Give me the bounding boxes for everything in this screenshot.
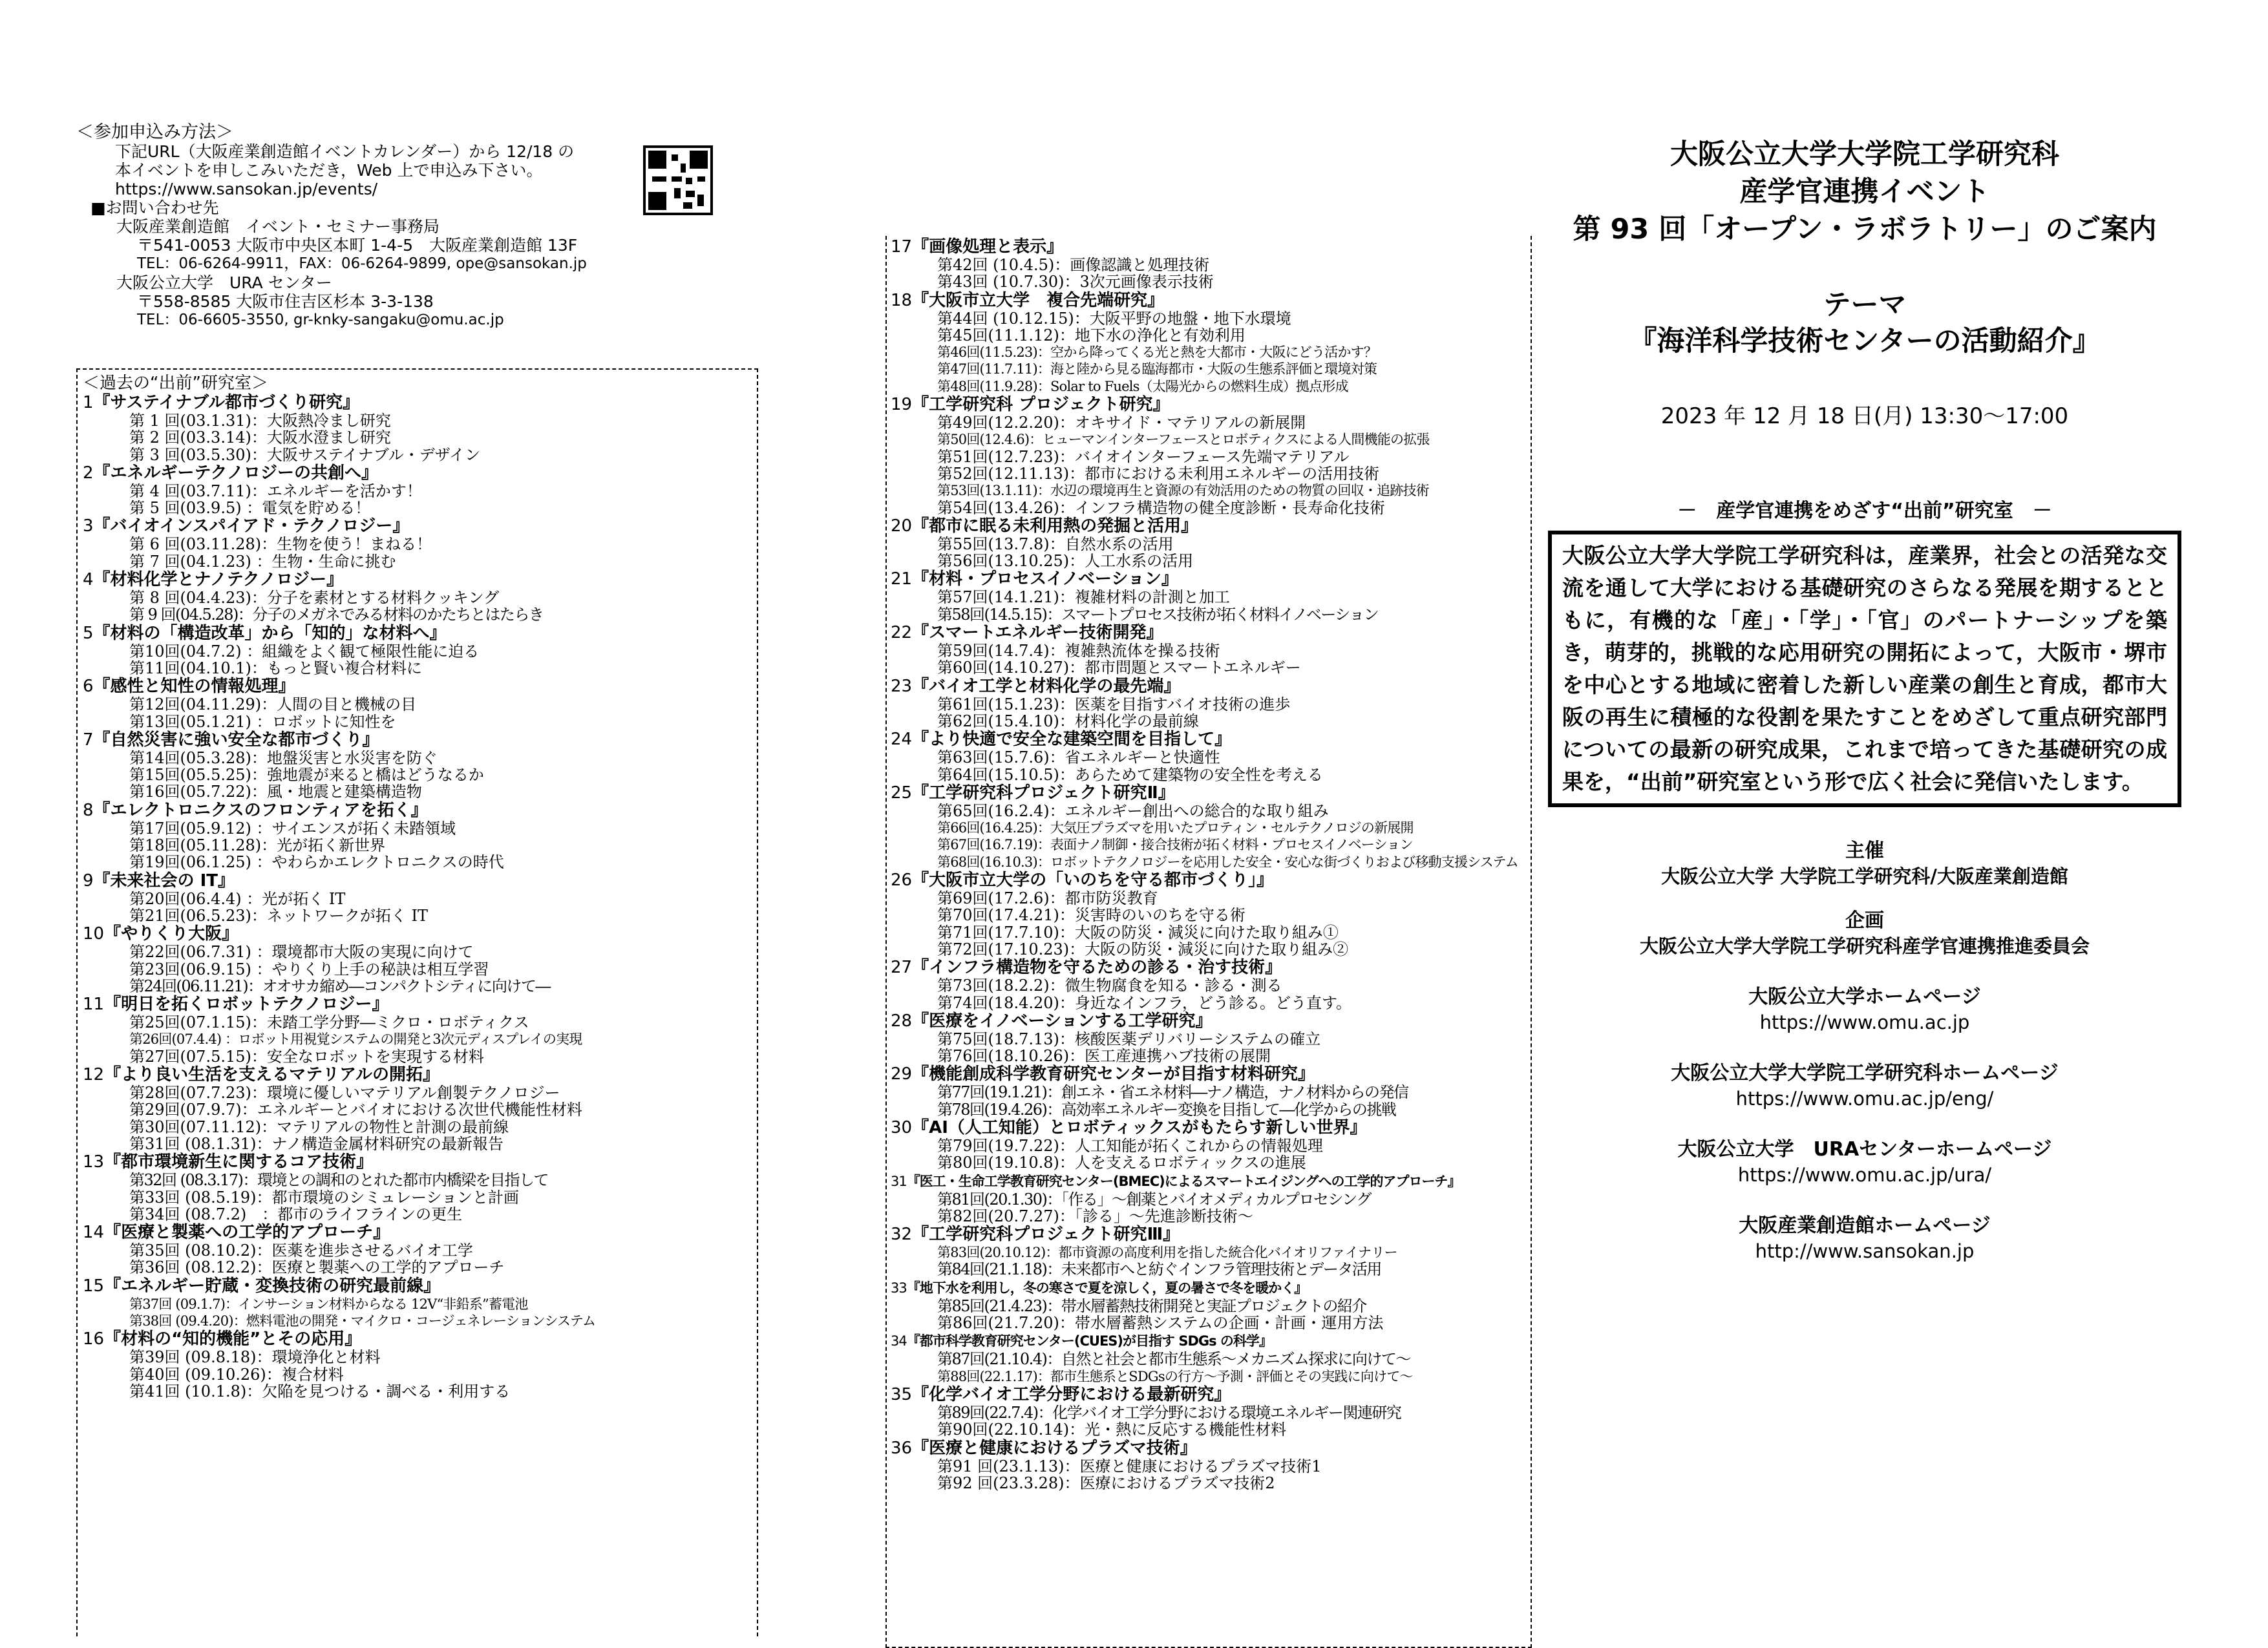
session-group <box>891 395 1528 414</box>
past-header: ＜過去の“出前”研究室＞ <box>83 374 268 393</box>
right-column <box>1538 136 2191 1263</box>
application-title: ＜参加申込み方法＞ <box>76 122 233 142</box>
group-number: 9 <box>83 871 94 891</box>
group-title: 『都市に眠る未利用熱の発掘と活用』 <box>912 516 1198 536</box>
group-number: 7 <box>83 730 94 750</box>
group-title: 『エネルギー貯蔵・変換技術の研究最前線』 <box>104 1276 441 1296</box>
session-item: 第52回(12.11.13)：都市における未利用エネルギーの活用技術 <box>937 465 1380 483</box>
session-item: 第12回(04.11.29)：人間の目と機械の目 <box>129 696 417 713</box>
group-number: 22 <box>891 623 913 643</box>
session-item: 第71回(17.7.10)：大阪の防災・減災に向けた取り組み① <box>937 924 1339 941</box>
group-number: 10 <box>83 924 105 944</box>
session-item: 第65回(16.2.4)：エネルギー創出への総合的な取り組み <box>937 802 1329 820</box>
application-url[interactable]: https://www.sansokan.jp/events/ <box>115 180 378 198</box>
session-item: 第72回(17.10.23)：大阪の防災・減災に向けた取り組み② <box>937 940 1349 958</box>
session-group <box>83 393 753 412</box>
group-title: 『材料化学とナノテクノロジー』 <box>93 570 344 590</box>
group-number: 32 <box>891 1225 913 1245</box>
session-group <box>891 783 1528 803</box>
session-item: 第48回(11.9.28)：Solar to Fuels（太陽光からの燃料生成）拠点形成 <box>937 378 1348 394</box>
session-group <box>83 1223 753 1242</box>
application-line1: 下記URL（大阪産業創造館イベントカレンダー）から 12/18 の <box>115 142 575 161</box>
session-group <box>83 1276 753 1296</box>
group-title: 『医療と健康におけるプラズマ技術』 <box>912 1438 1197 1458</box>
session-item: 第45回(11.1.12)：地下水の浄化と有効利用 <box>937 326 1245 344</box>
plan-value: 大阪公立大学大学院工学研究科産学官連携推進委員会 <box>1639 935 2090 957</box>
session-item: 第81回(20.1.30)：「作る」～創薬とバイオメディカルプロセシング <box>937 1190 1371 1208</box>
theme-name: 『海洋科学技術センターの活動紹介』 <box>1629 325 2101 357</box>
session-item: 第33回 (08.5.19)：都市環境のシミュレーションと計画 <box>129 1188 520 1206</box>
session-item: 第32回 (08.3.17)：環境との調和のとれた都市内橋梁を目指して <box>129 1172 548 1189</box>
group-title: 『やりくり大阪』 <box>104 924 239 944</box>
session-item: 第17回(05.9.12) ：サイエンスが拓く未踏領域 <box>129 819 456 838</box>
group-number: 29 <box>891 1064 913 1084</box>
session-item: 第35回 (08.10.2)：医薬を進歩させるバイオ工学 <box>129 1242 473 1260</box>
session-item: 第92 回(23.3.28)：医療におけるプラズマ技術2 <box>937 1474 1275 1492</box>
session-item: 第49回(12.2.20)：オキサイド・マテリアルの新展開 <box>937 414 1306 432</box>
group-number: 25 <box>891 783 913 803</box>
session-item: 第 6 回(03.11.28)：生物を使う！まねる！ <box>129 536 432 553</box>
group-number: 11 <box>83 995 105 1015</box>
session-item: 第37回 (09.1.7)：インサーション材料からなる 12V“非鉛系”蓄電池 <box>129 1296 528 1312</box>
group-title: 『サステイナブル都市づくり研究』 <box>93 393 360 412</box>
session-item: 第31回 (08.1.31)：ナノ構造金属材料研究の最新報告 <box>129 1135 503 1153</box>
session-item: 第42回 (10.4.5)：画像認識と処理技術 <box>937 257 1210 274</box>
session-item: 第30回(07.11.12)：マテリアルの物性と計測の最前線 <box>129 1118 509 1136</box>
group-number: 17 <box>891 237 913 257</box>
session-item: 第27回(07.5.15)：安全なロボットを実現する材料 <box>129 1048 484 1066</box>
group-number: 31 <box>891 1173 907 1189</box>
group-title: 『材料の“知的機能”とその応用』 <box>104 1329 362 1349</box>
group-number: 13 <box>83 1152 105 1172</box>
session-item: 第38回 (09.4.20)：燃料電池の開発・マイクロ・コージェネレーションシステム <box>129 1313 596 1329</box>
qr-code[interactable] <box>643 145 713 215</box>
link-block <box>1538 984 2191 1035</box>
session-item: 第87回(21.10.4)：自然と社会と都市生態系～メカニズム探求に向けて～ <box>937 1351 1410 1368</box>
session-group <box>891 1439 1528 1458</box>
group-number: 3 <box>83 516 94 536</box>
left-column <box>76 122 1518 1492</box>
session-item: 第61回(15.1.23)：医薬を目指すバイオ技術の進歩 <box>937 695 1291 713</box>
theme-label: テーマ <box>1823 289 1907 321</box>
session-item: 第73回(18.2.2)：微生物腐食を知る・診る・測る <box>937 977 1282 995</box>
session-item: 第53回(13.1.11)：水辺の環境再生と資源の有効活用のための物質の回収・追跡技術 <box>937 483 1429 499</box>
contact2-address: 〒558-8585 大阪市住吉区杉本 3-3-138 <box>137 292 434 311</box>
link-title: 大阪産業創造館ホームページ <box>1739 1214 1991 1237</box>
session-group <box>83 516 753 536</box>
session-group <box>83 570 753 589</box>
session-item: 第60回(14.10.27)：都市問題とスマートエネルギー <box>937 659 1301 677</box>
group-number: 1 <box>83 393 94 412</box>
session-item: 第69回(17.2.6)：都市防災教育 <box>937 890 1158 907</box>
group-title: 『画像処理と表示』 <box>912 237 1064 257</box>
session-item: 第54回(13.4.26)：インフラ構造物の健全度診断・長寿命化技術 <box>937 499 1385 516</box>
past-sessions-right <box>885 236 1532 1648</box>
session-item: 第19回(06.1.25) ：やわらかエレクトロニクスの時代 <box>129 854 504 871</box>
event-subtitle: － 産学官連携をめざす“出前”研究室 － <box>1677 500 2052 522</box>
application-line2: 本イベントを申しこみいただき，Web 上で申込み下さい。 <box>115 161 543 180</box>
session-item: 第 5 回(03.9.5) ：電気を貯める！ <box>129 500 371 517</box>
session-item: 第44回 (10.12.15)：大阪平野の地盤・地下水環境 <box>937 310 1291 327</box>
session-group <box>83 871 753 891</box>
event-title-line3: 第 93 回「オープン・ラボラトリー」のご案内 <box>1573 213 2157 246</box>
session-item: 第91 回(23.1.13)：医療と健康におけるプラズマ技術1 <box>937 1457 1322 1475</box>
group-title: 『感性と知性の情報処理』 <box>93 677 295 697</box>
session-group <box>891 730 1528 749</box>
session-group <box>83 924 753 944</box>
session-item: 第66回(16.4.25)：大気圧プラズマを用いたプロティン・セルテクノロジの新展開 <box>937 820 1414 836</box>
session-item: 第 8 回(04.4.23)：分子を素材とする材料クッキング <box>129 589 500 607</box>
group-title: 『インフラ構造物を守るための診る・治す技術』 <box>912 958 1282 978</box>
group-title: 『工学研究科プロジェクト研究Ⅲ』 <box>912 1225 1180 1245</box>
group-number: 2 <box>83 463 94 483</box>
group-number: 8 <box>83 800 94 820</box>
group-title: 『エレクトロニクスのフロンティアを拓く』 <box>93 800 428 820</box>
session-item: 第83回(20.10.12)：都市資源の高度利用を指した統合化バイオリファイナリー <box>937 1245 1397 1261</box>
group-title: 『スマートエネルギー技術開発』 <box>912 623 1163 643</box>
link-title: 大阪公立大学大学院工学研究科ホームページ <box>1671 1062 2059 1084</box>
group-title: 『医療をイノベーションする工学研究』 <box>912 1011 1213 1031</box>
group-number: 27 <box>891 958 913 978</box>
session-item: 第15回(05.5.25)：強地震が来ると橋はどうなるか <box>129 766 484 784</box>
session-item: 第74回(18.4.20)：身近なインフラ，どう診る。どう直す。 <box>937 994 1352 1011</box>
group-title: 『工学研究科プロジェクト研究Ⅱ』 <box>912 783 1175 803</box>
session-group <box>891 871 1528 890</box>
session-group <box>891 569 1528 589</box>
contact1-tel: TEL：06-6264-9911，FAX：06-6264-9899, ope@sansokan.jp <box>137 255 587 272</box>
plan-label: 企画 <box>1845 909 1884 932</box>
group-number: 15 <box>83 1276 105 1296</box>
group-number: 19 <box>891 395 913 415</box>
session-item: 第68回(16.10.3)：ロボットテクノロジーを応用した安全・安心な街づくりおよび移動支援システム <box>937 854 1518 870</box>
group-number: 23 <box>891 676 913 696</box>
group-title: 『バイオインスパイアド・テクノロジー』 <box>93 516 410 536</box>
session-group <box>891 237 1528 257</box>
session-item: 第21回(06.5.23)：ネットワークが拓く IT <box>129 907 428 925</box>
session-item: 第20回(06.4.4) ：光が拓く IT <box>129 890 346 907</box>
session-item: 第82回(20.7.27)：「診る」～先進診断技術～ <box>937 1207 1253 1225</box>
session-item: 第76回(18.10.26)：医工産連携ハブ技術の展開 <box>937 1048 1271 1065</box>
link-block <box>1538 1213 2191 1263</box>
host-label: 主催 <box>1845 840 1884 862</box>
session-item: 第24回(06.11.21)：オオサカ縮め―コンパクトシティに向けて― <box>129 977 550 995</box>
link-url[interactable]: https://www.omu.ac.jp/ura/ <box>1737 1164 1992 1186</box>
session-item: 第40回 (09.10.26)：複合材料 <box>129 1366 344 1383</box>
session-group <box>891 1118 1528 1137</box>
session-item: 第84回(21.1.18)：未来都市へと紡ぐインフラ管理技術とデータ活用 <box>937 1261 1381 1278</box>
session-group <box>891 291 1528 310</box>
session-item: 第36回 (08.12.2)：医療と製薬への工学的アプローチ <box>129 1259 505 1276</box>
session-group <box>83 624 753 643</box>
link-title: 大阪公立大学 URAセンターホームページ <box>1677 1138 2052 1161</box>
session-item: 第86回(21.7.20)：帯水層蓄熱システムの企画・計画・運用方法 <box>937 1315 1384 1332</box>
group-title: 『地下水を利用し，冬の寒さで夏を涼しく，夏の暑さで冬を暖かく』 <box>906 1280 1308 1296</box>
link-block <box>1538 1061 2191 1111</box>
session-group <box>891 1064 1528 1084</box>
session-item: 第18回(05.11.28)：光が拓く新世界 <box>129 837 386 854</box>
group-title: 『都市科学教育研究センター(CUES)が目指す SDGs の科学』 <box>906 1333 1272 1349</box>
session-item: 第70回(17.4.21)：災害時のいのちを守る術 <box>937 907 1245 924</box>
session-item: 第85回(21.4.23)：帯水層蓄熱技術開発と実証プロジェクトの紹介 <box>937 1297 1366 1315</box>
session-item: 第26回(07.4.4) ：ロボット用視覚システムの開発と3次元ディスプレイの実現 <box>129 1031 582 1048</box>
group-title: 『AI（人工知能）とロボティックスがもたらす新しい世界』 <box>912 1117 1367 1137</box>
link-url[interactable]: https://www.omu.ac.jp <box>1759 1011 1970 1033</box>
session-item: 第28回(07.7.23)：環境に優しいマテリアル創製テクノロジー <box>129 1084 560 1102</box>
session-group <box>83 995 753 1014</box>
group-number: 34 <box>891 1333 907 1349</box>
group-number: 18 <box>891 290 913 310</box>
group-title: 『医療と製薬への工学的アプローチ』 <box>104 1223 390 1243</box>
group-number: 14 <box>83 1223 105 1243</box>
link-title: 大阪公立大学ホームページ <box>1748 986 1981 1008</box>
group-number: 26 <box>891 871 913 891</box>
session-item: 第 4 回(03.7.11)：エネルギーを活かす！ <box>129 482 422 500</box>
contact2-tel: TEL：06-6605-3550, gr-knky-sangaku@omu.ac.jp <box>137 312 504 328</box>
group-number: 36 <box>891 1438 913 1458</box>
session-item: 第11回(04.10.1)：もっと賢い複合材料に <box>129 659 422 677</box>
group-number: 6 <box>83 677 94 697</box>
session-item: 第90回(22.10.14)：光・熱に反応する機能性材料 <box>937 1421 1287 1439</box>
session-item: 第75回(18.7.13)：核酸医薬デリバリーシステムの確立 <box>937 1030 1321 1048</box>
group-title: 『都市環境新生に関するコア技術』 <box>104 1152 374 1172</box>
session-item: 第64回(15.10.5)：あらためて建築物の安全性を考える <box>937 766 1323 783</box>
session-item: 第25回(07.1.15)：未踏工学分野―ミクロ・ロボティクス <box>129 1014 529 1031</box>
session-item: 第16回(05.7.22)：風・地震と建築構造物 <box>129 783 422 801</box>
session-item: 第14回(05.3.28)：地盤災害と水災害を防ぐ <box>129 749 438 767</box>
session-item: 第56回(13.10.25)：人工水系の活用 <box>937 553 1194 570</box>
session-item: 第 3 回(03.5.30)：大阪サステイナブル・デザイン <box>129 446 481 463</box>
session-group <box>891 677 1528 696</box>
session-item: 第50回(12.4.6)：ヒューマンインターフェースとロボティクスによる人間機能の拡張 <box>937 432 1430 448</box>
description-box: 大阪公立大学大学院工学研究科は，産業界，社会との活発な交流を通して大学における基礎研究のさらなる発展を期するとともに，有機的な「産」・「学」・「官」のパートナーシップを築き，萌芽的，挑戦的な応用研究の開拓によって，大阪市・堺市を中心とする地域に密着した新しい産業の創生と育成，都市大阪の再生に積極的な役割を果たすことをめざして重点研究部門についての最新の研究成果，これまで培ってきた基礎研究の成果を，“出前”研究室という形で広く社会に発信いたします。 <box>1548 531 2181 807</box>
link-url[interactable]: http://www.sansokan.jp <box>1755 1240 1975 1262</box>
session-item: 第51回(12.7.23)：バイオインターフェース先端マテリアル <box>937 448 1350 465</box>
session-group <box>83 1152 753 1172</box>
group-number: 16 <box>83 1329 105 1349</box>
session-group <box>891 1278 1528 1298</box>
group-number: 28 <box>891 1011 913 1031</box>
session-item: 第 2 回(03.3.14)：大阪水澄まし研究 <box>129 429 391 447</box>
session-item: 第23回(06.9.15) ：やりくり上手の秘訣は相互学習 <box>129 960 489 978</box>
group-title: 『機能創成科学教育研究センターが目指す材料研究』 <box>912 1064 1315 1084</box>
contact-title: ■お問い合わせ先 <box>90 198 219 217</box>
session-item: 第79回(19.7.22)：人工知能が拓くこれからの情報処理 <box>937 1137 1323 1155</box>
session-item: 第39回 (09.8.18)：環境浄化と材料 <box>129 1349 381 1366</box>
host-value: 大阪公立大学 大学院工学研究科/大阪産業創造館 <box>1661 865 2068 887</box>
session-group <box>891 1331 1528 1351</box>
group-number: 33 <box>891 1280 907 1296</box>
session-item: 第34回 (08.7.2) ：都市のライフラインの更生 <box>129 1205 463 1223</box>
group-title: 『大阪市立大学の「いのちを守る都市づくり」』 <box>912 871 1274 891</box>
group-number: 12 <box>83 1065 105 1085</box>
session-item: 第46回(11.5.23)：空から降ってくる光と熱を大都市・大阪にどう活かす？ <box>937 344 1377 361</box>
session-group <box>891 1385 1528 1404</box>
group-title: 『材料・プロセスイノベーション』 <box>912 569 1178 589</box>
session-group <box>891 1172 1528 1191</box>
application-section <box>76 123 754 330</box>
contact1-name: 大阪産業創造館 イベント・セミナー事務局 <box>116 217 440 236</box>
links-list <box>1538 984 2191 1263</box>
session-item: 第77回(19.1.21)：創エネ・省エネ材料―ナノ構造，ナノ材料からの発信 <box>937 1084 1408 1101</box>
group-title: 『化学バイオ工学分野における最新研究』 <box>912 1384 1231 1404</box>
session-item: 第43回 (10.7.30)：3次元画像表示技術 <box>937 273 1214 291</box>
group-number: 35 <box>891 1384 913 1404</box>
session-group <box>891 958 1528 977</box>
group-title: 『大阪市立大学 複合先端研究』 <box>912 290 1165 310</box>
past-sessions-left <box>76 368 758 1636</box>
group-title: 『より良い生活を支えるマテリアルの開拓』 <box>104 1065 440 1085</box>
session-item: 第47回(11.7.11)：海と陸から見る臨海都市・大阪の生態系評価と環境対策 <box>937 361 1377 377</box>
session-item: 第10回(04.7.2) ：組織をよく観て極限性能に迫る <box>129 642 480 660</box>
session-group <box>83 677 753 696</box>
session-item: 第88回(22.1.17)：都市生態系とSDGsの行方～予測・評価とその実践に向けて～ <box>937 1368 1413 1384</box>
group-title: 『バイオ工学と材料化学の最先端』 <box>912 676 1181 696</box>
group-number: 5 <box>83 623 94 643</box>
session-item: 第22回(06.7.31) ：環境都市大阪の実現に向けて <box>129 944 474 961</box>
session-item: 第58回(14.5.15)：スマートプロセス技術が拓く材料イノベーション <box>937 606 1379 624</box>
session-group <box>891 1225 1528 1244</box>
session-item: 第63回(15.7.6)：省エネルギーと快適性 <box>937 749 1220 766</box>
group-number: 20 <box>891 516 913 536</box>
session-item: 第29回(07.9.7)：エネルギーとバイオにおける次世代機能性材料 <box>129 1101 582 1119</box>
event-title-line2: 産学官連携イベント <box>1739 176 1990 208</box>
group-number: 4 <box>83 570 94 590</box>
group-number: 30 <box>891 1117 913 1137</box>
group-title: 『材料の「構造改革」から「知的」な材料へ』 <box>93 623 447 643</box>
contact2-name: 大阪公立大学 URA センター <box>116 273 332 292</box>
group-title: 『より快適で安全な建築空間を目指して』 <box>912 730 1232 750</box>
session-group <box>891 623 1528 642</box>
session-group <box>83 1065 753 1084</box>
contact1-address: 〒541-0053 大阪市中央区本町 1-4-5 大阪産業創造館 13F <box>137 236 578 255</box>
group-title: 『エネルギーテクノロジーの共創へ』 <box>93 463 378 483</box>
group-title: 『明日を拓くロボットテクノロジー』 <box>104 995 389 1015</box>
group-title: 『自然災害に強い安全な都市づくり』 <box>93 730 379 750</box>
event-title-line1: 大阪公立大学大学院工学研究科 <box>1670 138 2059 171</box>
session-item: 第89回(22.7.4)：化学バイオ工学分野における環境エネルギー関連研究 <box>937 1404 1401 1422</box>
session-group <box>83 730 753 750</box>
session-item: 第57回(14.1.21)：複雑材料の計測と加工 <box>937 589 1230 606</box>
group-number: 24 <box>891 730 913 750</box>
group-title: 『未来社会の IT』 <box>93 871 235 891</box>
session-group <box>83 801 753 820</box>
session-item: 第67回(16.7.19)：表面ナノ制御・接合技術が拓く材料・プロセスイノベーション <box>937 837 1413 853</box>
session-group <box>83 463 753 483</box>
session-item: 第62回(15.4.10)：材料化学の最前線 <box>937 712 1199 730</box>
link-url[interactable]: https://www.omu.ac.jp/eng/ <box>1735 1088 1994 1110</box>
group-title: 『工学研究科 プロジェクト研究』 <box>912 395 1170 415</box>
session-item: 第13回(05.1.21) ：ロボットに知性を <box>129 713 396 730</box>
session-item: 第 7 回(04.1.23) ：生物・生命に挑む <box>129 553 396 571</box>
session-item: 第80回(19.10.8)：人を支えるロボティックスの進展 <box>937 1154 1306 1172</box>
session-group <box>891 1011 1528 1031</box>
event-title <box>1538 136 2191 248</box>
session-item: 第59回(14.7.4)：複雑熱流体を操る技術 <box>937 642 1220 660</box>
session-item: 第41回 (10.1.8)：欠陥を見つける・調べる・利用する <box>129 1382 511 1400</box>
session-item: 第 9 回(04.5.28)：分子のメガネでみる材料のかたちとはたらき <box>129 606 544 624</box>
group-number: 21 <box>891 569 913 589</box>
group-title: 『医工・生命工学教育研究センター(BMEC)によるスマートエイジングへの工学的アプローチ』 <box>906 1173 1461 1189</box>
session-item: 第78回(19.4.26)：高効率エネルギー変換を目指して―化学からの挑戦 <box>937 1101 1396 1118</box>
event-date: 2023 年 12 月 18 日(月) 13:30～17:00 <box>1660 403 2069 429</box>
session-group <box>83 1329 753 1349</box>
link-block <box>1538 1137 2191 1187</box>
session-group <box>891 516 1528 536</box>
session-item: 第 1 回(03.1.31)：大阪熱冷まし研究 <box>129 412 391 430</box>
session-item: 第55回(13.7.8)：自然水系の活用 <box>937 535 1174 553</box>
